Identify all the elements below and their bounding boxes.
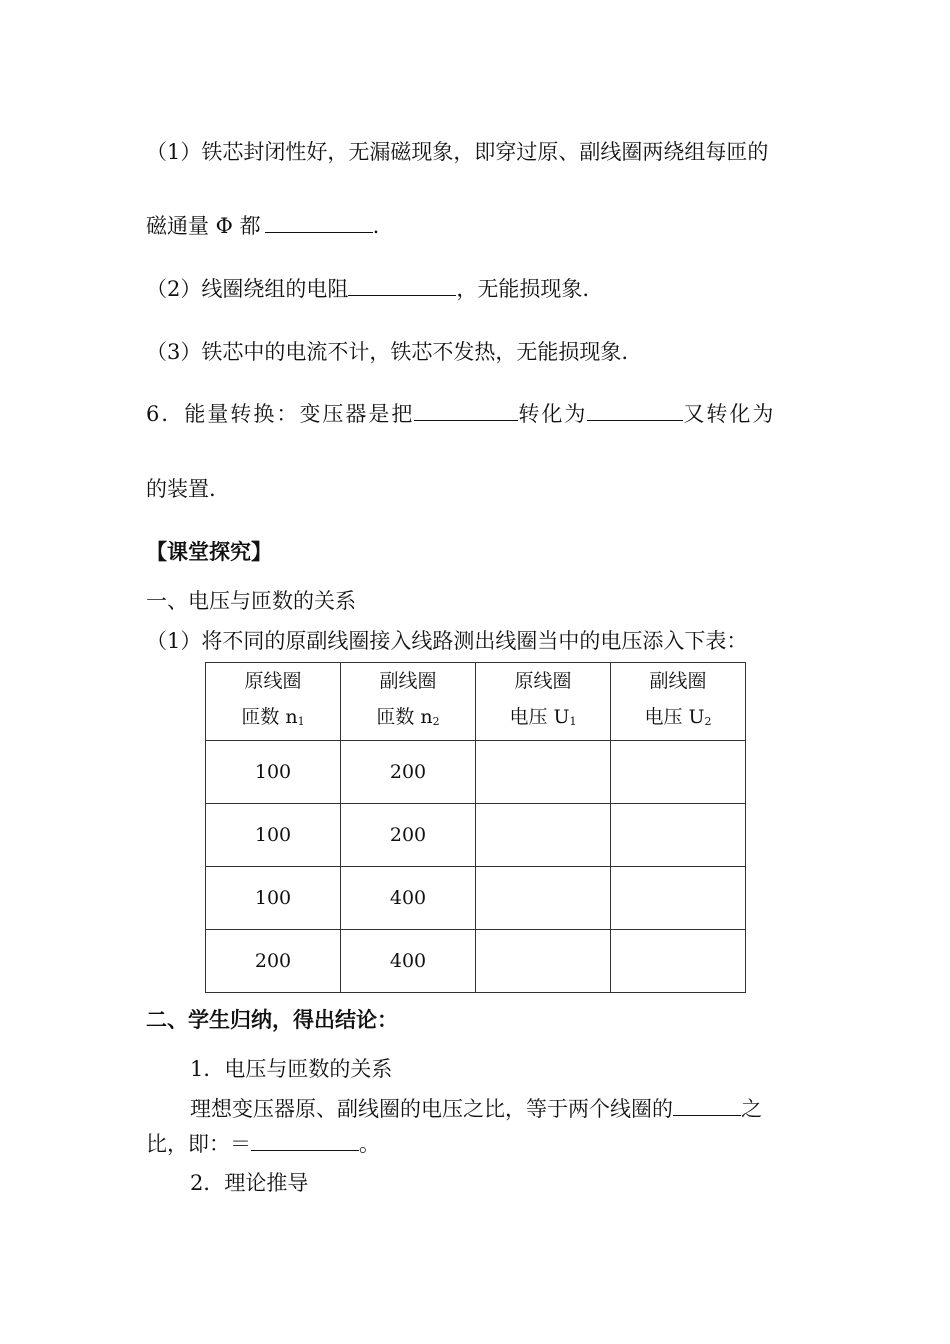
table-cell: 200 (341, 741, 476, 804)
condition-1-line2: 磁通量 Φ 都 . (146, 214, 380, 238)
item1-text-line1: 理想变压器原、副线圈的电压之比，等于两个线圈的 之 (190, 1097, 762, 1121)
part1-instruction: （1）将不同的原副线圈接入线路测出线圈当中的电压添入下表： (146, 629, 748, 653)
energy-conversion-line2: 的装置. (146, 477, 216, 501)
condition-1-line1 (146, 138, 768, 166)
table-cell[interactable] (476, 804, 611, 867)
condition-1-text-cont: 磁通量 Φ 都 (146, 214, 261, 238)
condition-2: （2）线圈绕组的电阻 ，无能损现象. (146, 277, 590, 301)
table-cell: 400 (341, 930, 476, 993)
voltage-turns-table (205, 662, 746, 993)
table-cell[interactable] (476, 741, 611, 804)
table-row (206, 867, 746, 930)
header-cell: 原线圈 匝数 $n_1$ (206, 663, 341, 741)
section-title: 【课堂探究】 (146, 539, 272, 564)
table-row (206, 930, 746, 993)
fill-blank[interactable] (587, 400, 683, 421)
table-cell: 200 (341, 804, 476, 867)
table-cell[interactable] (611, 930, 746, 993)
table-cell: 200 (206, 930, 341, 993)
table-cell: 100 (206, 804, 341, 867)
table-row (206, 741, 746, 804)
fill-blank[interactable] (673, 1095, 741, 1116)
header-cell: 副线圈 电压 $U_2$ (611, 663, 746, 741)
fill-blank[interactable] (251, 1130, 359, 1151)
part1-heading: 一、电压与匝数的关系 (146, 589, 356, 613)
part2-heading: 二、学生归纳，得出结论： (146, 1007, 398, 1032)
condition-3: （3）铁芯中的电流不计，铁芯不发热，无能损现象. (146, 340, 629, 364)
table-cell: 100 (206, 741, 341, 804)
item1-title: 1．电压与匝数的关系 (190, 1057, 393, 1081)
table-cell[interactable] (611, 804, 746, 867)
fill-blank[interactable] (348, 275, 456, 296)
table-header-row (206, 663, 746, 741)
fill-blank[interactable] (265, 212, 373, 233)
table-cell[interactable] (476, 930, 611, 993)
header-cell: 副线圈 匝数 $n_2$ (341, 663, 476, 741)
header-cell: 原线圈 电压 $U_1$ (476, 663, 611, 741)
table-cell: 400 (341, 867, 476, 930)
table-cell[interactable] (476, 867, 611, 930)
fill-blank[interactable] (414, 400, 518, 421)
table-cell[interactable] (611, 741, 746, 804)
item2-title: 2．理论推导 (190, 1171, 309, 1195)
table-cell: 100 (206, 867, 341, 930)
table-row (206, 804, 746, 867)
item1-text-line2: 比，即：＝ 。 (146, 1132, 380, 1156)
condition-1-text: （1）铁芯封闭性好，无漏磁现象，即穿过原、副线圈两绕组每匝的 (146, 140, 769, 164)
energy-conversion-line1: 6．能量转换：变压器是把 转化为 又转化为 (146, 402, 776, 426)
table-cell[interactable] (611, 867, 746, 930)
